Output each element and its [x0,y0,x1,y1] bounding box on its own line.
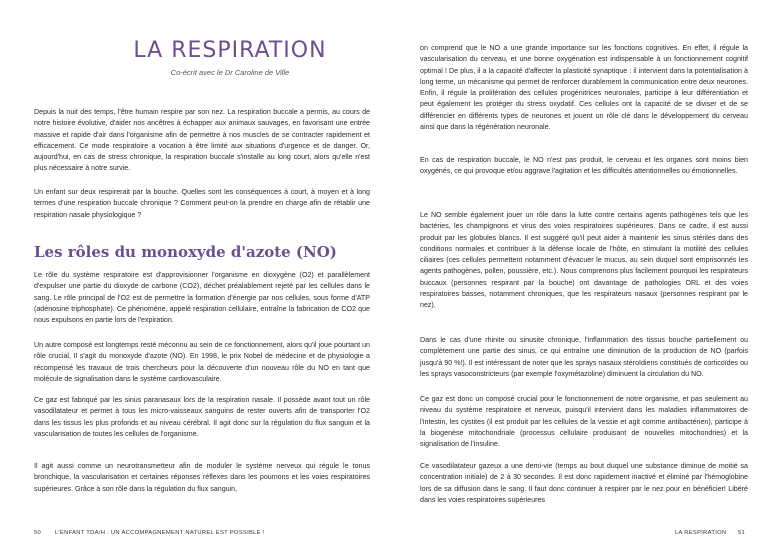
right-paragraph-3: Le NO semble également jouer un rôle dans la lutte contre certains agents pathogènes tels que les bactéries, les champignons et virus des voies respiratoires supérieures. Dans ce cadre, il est aussi produit par les globules blancs. Il est suggéré qu'il peut aider à maintenir les sinus stériles dans des conditions normales et contribuer à la défense locale de l'hôte, en stimulant la motilité des cellules ciliaires (ces cellules permettent notamment d'évacuer le mucus, au sein duquel sont emprisonnés les agents pathogènes, pollen, poussière, etc.). Nous comprenons plus facilement pourquoi les respirateurs buccaux (personnes respirant par la bouche) ont davantage de pathologies ORL et des voies respiratoires basses, notamment chroniques, que les respirateurs nasaux (personnes respirant par le nez). [420,211,748,310]
left-paragraph-4: Un autre composé est longtemps resté méconnu au sein de ce fonctionnement, alors qu'il joue pourtant un rôle crucial. Il s'agit du monoxyde d'azote (NO). En 1998, le prix Nobel de médecine et de physiologie a récompensé les travaux de trois chercheurs pour la découverte d'un nouveau rôle du NO en tant que molécule de signalisation dans le système cardiovasculaire. [34,341,370,383]
footer-book-title: L'ENFANT TDA/H : UN ACCOMPAGNEMENT NATUREL EST POSSIBLE ! [55,530,265,536]
left-paragraph-6: Il agit aussi comme un neurotransmetteur afin de moduler le système nerveux qui régule le tonus bronchique, la vascularisation et certaines réponses réflexes dans les poumons et les voies respiratoires supérieures. Grâce à son rôle dans la régulation du flux sanguin, [34,462,370,493]
section-heading: Les rôles du monoxyde d'azote (NO) [34,243,337,261]
right-paragraph-6: Ce vasodilatateur gazeux a une demi-vie (temps au bout duquel une substance diminue de moitié sa concentration initiale) de 2 à 30 secondes. Il est donc rapidement inactivé et éliminé par l'hémoglobine lors de sa diffusion dans le sang. Il faut donc continuer à respirer par le nez pour en bénéficier! Libéré dans les voies respiratoires supérieures [420,462,748,504]
left-paragraph-2: Un enfant sur deux respirerait par la bouche. Quelles sont les conséquences à court, à moyen et à long termes d'une respiration buccale chronique ? Comment peut-on la prendre en charge afin de rétablir une respiration nasale physiologique ? [34,188,370,219]
footer-page-number-left: 50 [34,530,42,536]
footer-chapter-name: LA RESPIRATION [675,530,727,536]
left-paragraph-5: Ce gaz est fabriqué par les sinus paranasaux lors de la respiration nasale. Il possède avant tout un rôle vasodilatateur et permet à tous les micro-vaisseaux sanguins de rester ouverts afin de transporter l'O2 dans les tissus les plus profonds et au niveau cérébral. Il agit donc sur la régulation du flux sanguin et la vascularisation de toutes les cellules de l'organisme. [34,396,370,438]
chapter-title: LA RESPIRATION [133,38,327,63]
right-paragraph-5: Ce gaz est donc un composé crucial pour le fonctionnement de notre organisme, et pas seulement au niveau du système respiratoire et nerveux, puisqu'il intervient dans les maladies inflammatoires de l'intestin, les cystites (il est produit par les cellules de la vessie et agit comme antibactérien), participe à la biogenèse mitochondriale (processus cellulaire produisant de nouvelles mitochondries) et la signalisation de l'insuline. [420,395,748,449]
left-paragraph-3: Le rôle du système respiratoire est d'approvisionner l'organisme en dioxygène (O2) et parallèlement d'expulser une partie du dioxyde de carbone (CO2), déchet préalablement rejeté par les cellules dans le sang. Le rôle principal de l'O2 est de permettre la formation d'énergie par nos cellules, sous forme d'ATP (adénosine triphosphate). Ce phénomène, appelé respiration cellulaire, entraîne la fabrication de CO2 que nous expulsons en partie lors de l'expiration. [34,271,370,325]
chapter-subtitle: Co-écrit avec le Dr Caroline de Ville [170,68,290,77]
footer-page-number-right: 51 [738,530,746,536]
left-paragraph-1: Depuis la nuit des temps, l'être humain respire par son nez. La respiration buccale a permis, au cours de notre histoire évolutive, d'aider nos ancêtres à échapper aux animaux sauvages, en favorisant une entrée massive et rapide d'air dans l'organisme afin de permettre à nos muscles de se contracter rapidement et efficacement. Ce mode respiratoire a vocation à être limité aux situations d'urgence et de danger. Or, aujourd'hui, en cas de stress chronique, la respiration buccale s'installe au long court, alors qu'elle n'est plus nécessaire à notre survie. [34,108,370,173]
right-paragraph-2: En cas de respiration buccale, le NO n'est pas produit, le cerveau et les organes sont moins bien oxygénés, ce qui provoque et/ou aggrave l'agitation et les difficultés attentionnelles ou émotionnelles. [420,156,748,176]
right-paragraph-4: Dans le cas d'une rhinite ou sinusite chronique, l'inflammation des tissus bouche partiellement ou complètement une partie des sinus, ce qui entraîne une diminution de la production de NO (parfois jusqu'à 90 %!). Il est intéressant de noter que les sprays nasaux stéroïdiens constitués de corticoïdes ou les sprays vasoconstricteurs (par exemple l'oxymétazoline) diminuent la circulation du NO. [420,336,748,378]
right-paragraph-1: on comprend que le NO a une grande importance sur les fonctions cognitives. En effet, il régule la vascularisation du cerveau, et une bonne oxygénation est indispensable à un fonctionnement cognitif optimal ! De plus, il a la capacité d'affecter la plasticité synaptique : il intervient dans la potentialisation à long terme, un mécanisme qui permet de renforcer durablement la communication entre deux neurones. Enfin, il régule la prolifération des cellules progénitrices neuronales, participe à leur différentiation et peut également les protéger du stress oxydatif. Ces cellules ont la capacité de se diviser et de se différencier en différents types de neurones et jouent un rôle clé dans le développement du cerveau ainsi que dans la régénération neuronale. [420,44,748,132]
